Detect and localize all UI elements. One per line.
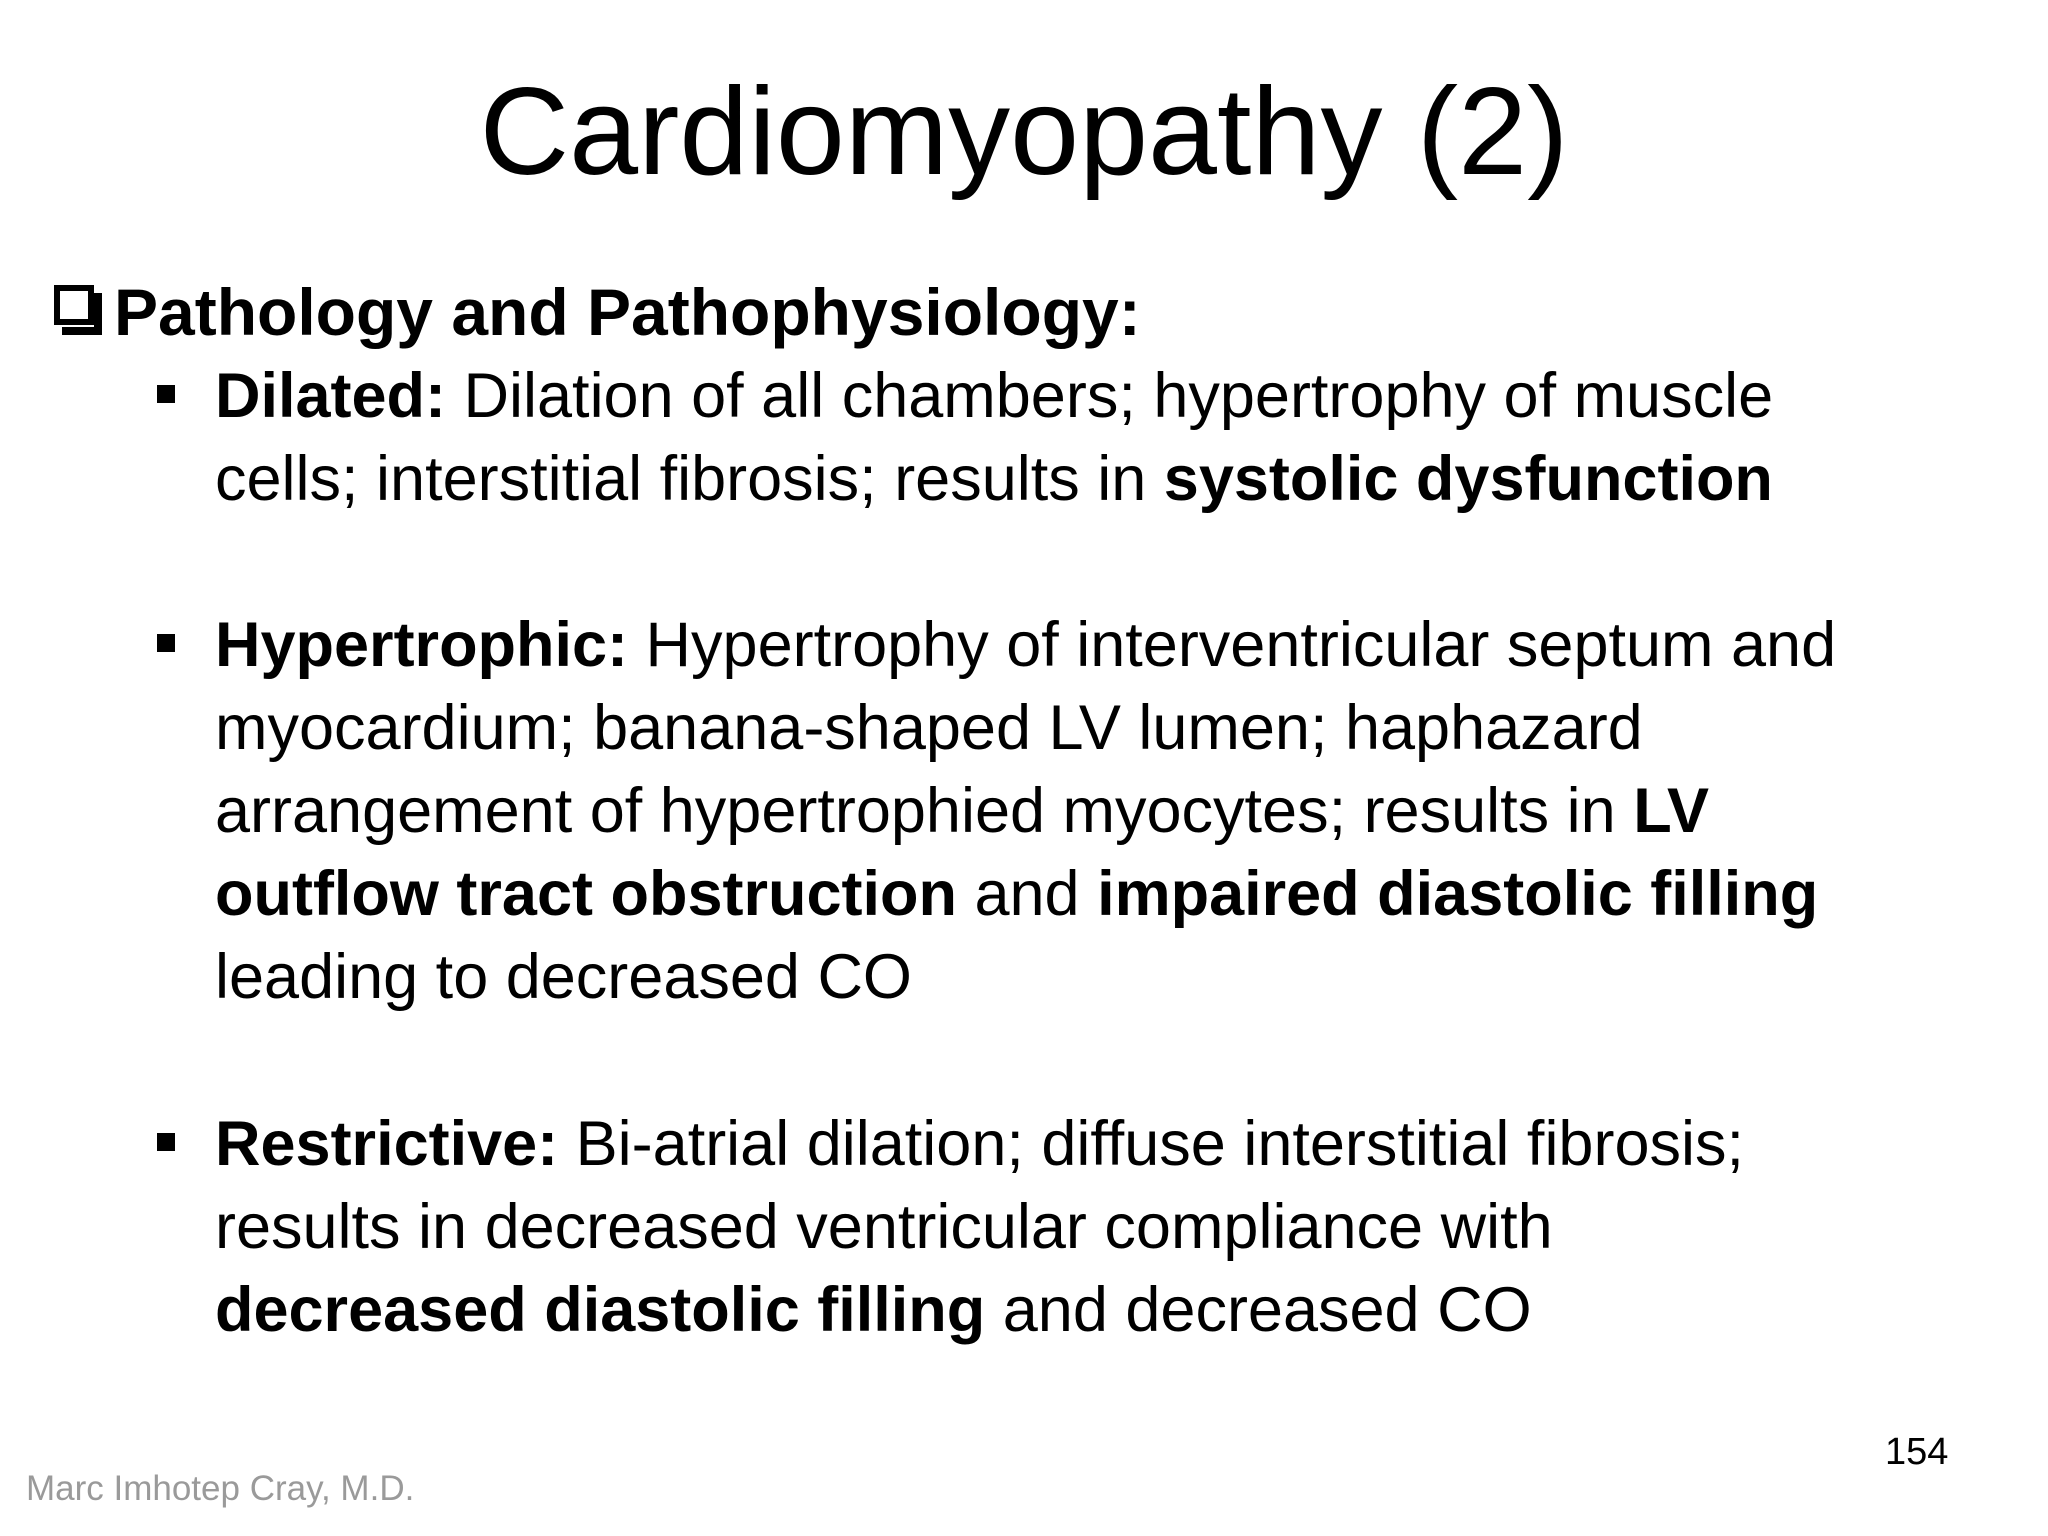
- square-bullet-icon: [157, 1133, 175, 1151]
- bullet-text: and decreased CO: [985, 1275, 1532, 1345]
- bullet-hypertrophic: [215, 604, 2015, 1019]
- bullet-text: myocardium; banana-shaped LV lumen; haphazard: [215, 693, 1643, 763]
- bullet-text: results in decreased ventricular compliance with: [215, 1192, 1553, 1262]
- checkbox-bullet-icon: [52, 285, 104, 337]
- bullet-emphasis: LV: [1633, 776, 1710, 846]
- bullet-text: Dilation of all chambers; hypertrophy of muscle: [446, 361, 1774, 431]
- section-heading: [52, 272, 1141, 352]
- bullet-text: arrangement of hypertrophied myocytes; results in: [215, 776, 1634, 846]
- bullet-emphasis: systolic dysfunction: [1163, 444, 1773, 514]
- bullet-term: Hypertrophic:: [215, 610, 629, 680]
- bullet-term: Restrictive:: [215, 1109, 559, 1179]
- bullet-text: leading to decreased CO: [215, 942, 912, 1012]
- square-bullet-icon: [157, 385, 175, 403]
- bullet-text: and: [956, 859, 1098, 929]
- bullet-emphasis: decreased diastolic filling: [215, 1275, 986, 1345]
- slide-title: Cardiomyopathy (2): [479, 63, 1569, 201]
- bullet-text: cells; interstitial fibrosis; results in: [215, 444, 1164, 514]
- bullet-emphasis: impaired diastolic filling: [1097, 859, 1819, 929]
- author-credit: Marc Imhotep Cray, M.D.: [26, 1469, 415, 1508]
- page-number: 154: [1885, 1431, 1949, 1473]
- bullet-text: Hypertrophy of interventricular septum and: [628, 610, 1837, 680]
- bullet-emphasis: outflow tract obstruction: [215, 859, 957, 929]
- bullet-term: Dilated:: [215, 361, 447, 431]
- square-bullet-icon: [157, 634, 175, 652]
- section-heading-text: Pathology and Pathophysiology:: [114, 275, 1141, 349]
- bullet-text: Bi-atrial dilation; diffuse interstitial fibrosis;: [558, 1109, 1744, 1179]
- bullet-restrictive: [215, 1103, 2015, 1352]
- bullet-dilated: [215, 355, 2015, 521]
